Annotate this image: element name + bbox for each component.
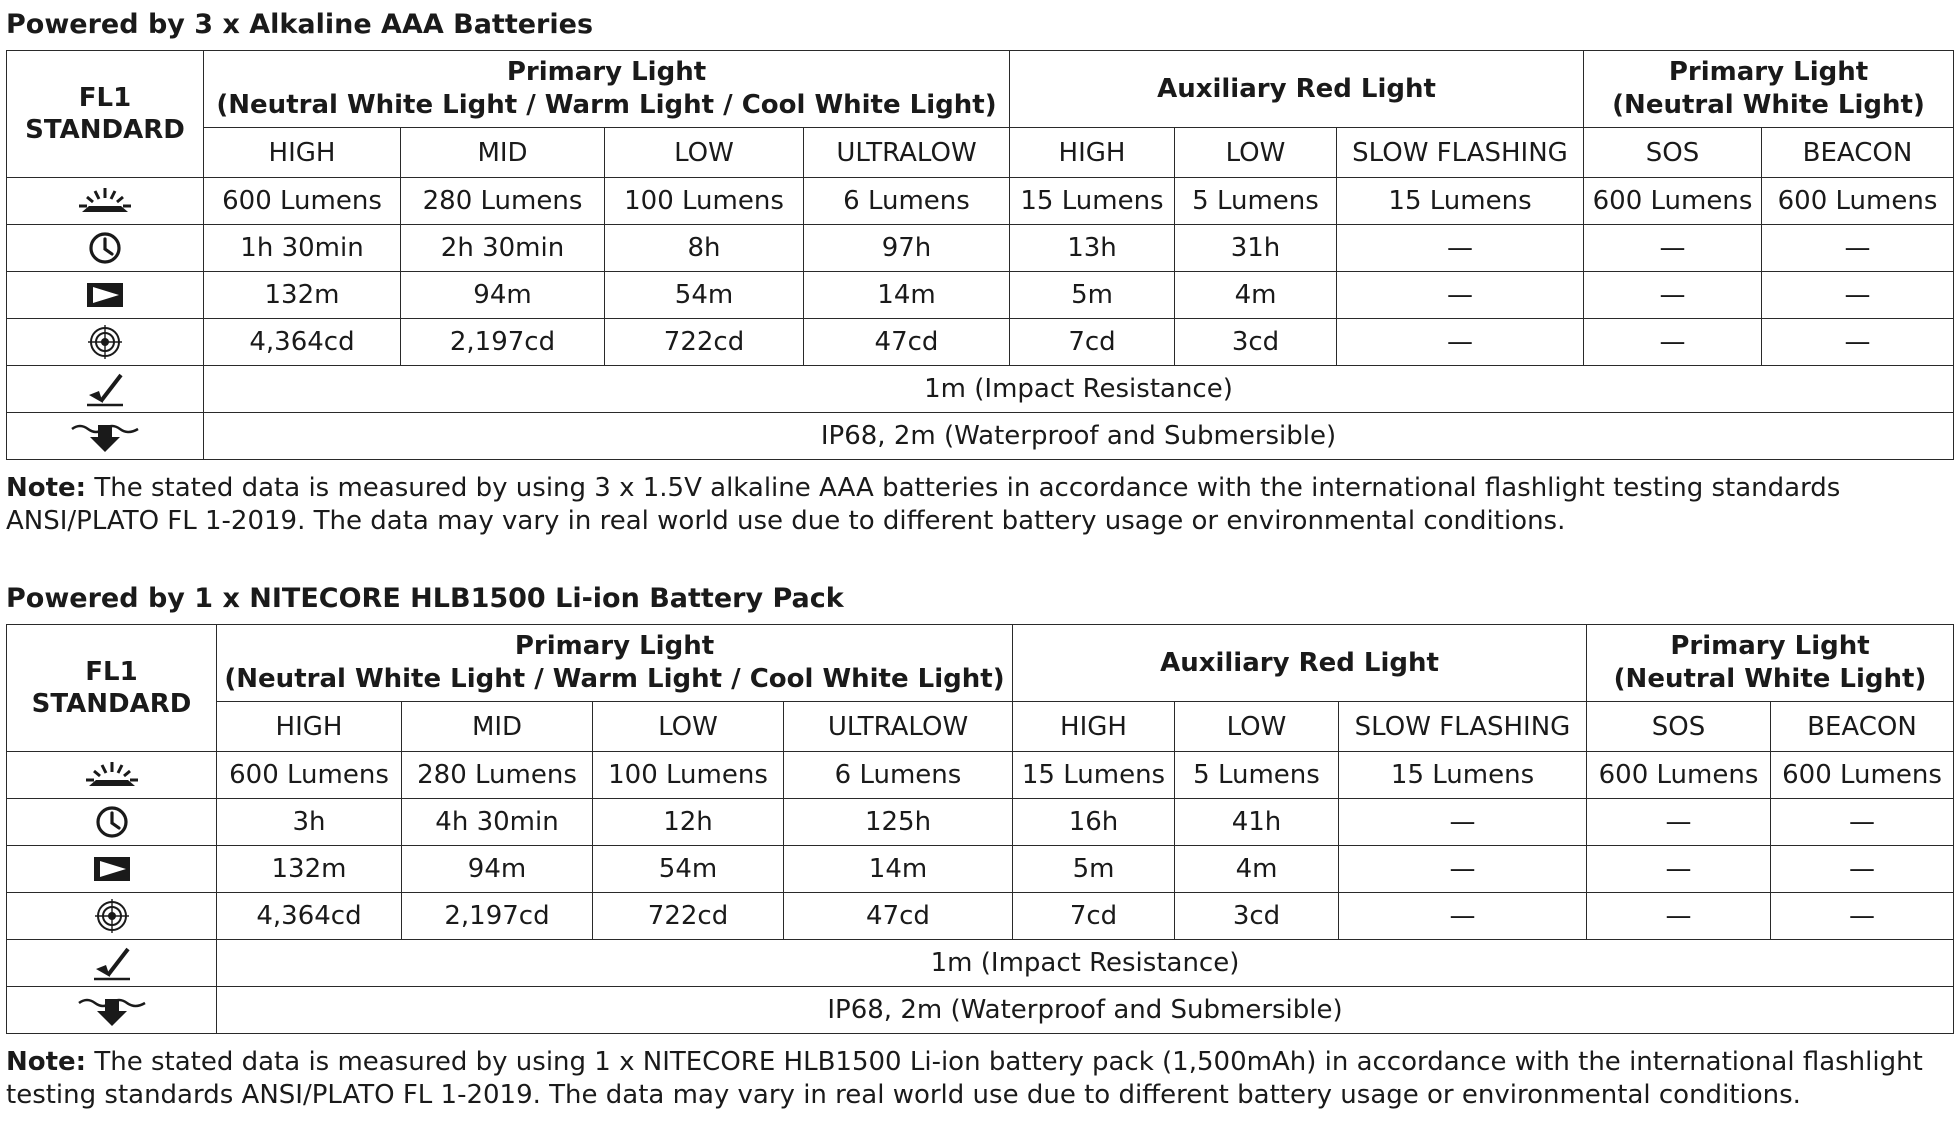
cell-value: 280 Lumens bbox=[402, 752, 593, 799]
cell-value: 4h 30min bbox=[402, 799, 593, 846]
cell-value: 15 Lumens bbox=[1013, 752, 1175, 799]
note-label: Note: bbox=[6, 473, 87, 503]
cell-value: 13h bbox=[1010, 225, 1175, 272]
mode-header: LOW bbox=[605, 128, 804, 178]
waterproof-value: IP68, 2m (Waterproof and Submersible) bbox=[217, 987, 1954, 1034]
standard-header bbox=[7, 51, 204, 178]
cell-value: 100 Lumens bbox=[605, 178, 804, 225]
cell-value: 3cd bbox=[1175, 893, 1339, 940]
mode-header: SLOW FLASHING bbox=[1337, 128, 1584, 178]
group-header-primary-neutral bbox=[1584, 51, 1954, 128]
clock-icon bbox=[94, 804, 130, 840]
group-title: Primary Light bbox=[514, 631, 715, 661]
cell-value: 54m bbox=[593, 846, 784, 893]
cell-value: 16h bbox=[1013, 799, 1175, 846]
cell-value: 132m bbox=[217, 846, 402, 893]
cell-value: 4,364cd bbox=[217, 893, 402, 940]
cell-value: 132m bbox=[204, 272, 401, 319]
mode-header: BEACON bbox=[1762, 128, 1954, 178]
group-title: Primary Light bbox=[506, 57, 707, 87]
standard-header bbox=[7, 625, 217, 752]
group-header-primary-neutral bbox=[1587, 625, 1954, 702]
group-header-auxiliary bbox=[1013, 625, 1587, 702]
cell-value: 5 Lumens bbox=[1175, 178, 1337, 225]
table-row bbox=[7, 413, 1954, 460]
standard-label-line2: STANDARD bbox=[31, 689, 192, 719]
cell-value: — bbox=[1762, 272, 1954, 319]
cell-value: 600 Lumens bbox=[1587, 752, 1771, 799]
table-row bbox=[7, 893, 1954, 940]
cell-value: 14m bbox=[804, 272, 1010, 319]
group-header-primary bbox=[217, 625, 1013, 702]
cell-value: 94m bbox=[402, 846, 593, 893]
cell-value: — bbox=[1587, 893, 1771, 940]
cell-value: 7cd bbox=[1010, 319, 1175, 366]
cell-value: 41h bbox=[1175, 799, 1339, 846]
standard-label-line2: STANDARD bbox=[25, 115, 185, 145]
group-subtitle: (Neutral White Light / Warm Light / Cool White Light) bbox=[216, 90, 997, 120]
cell-value: 3cd bbox=[1175, 319, 1337, 366]
standard-label-line1: FL1 bbox=[85, 657, 138, 687]
group-title: Primary Light bbox=[1670, 631, 1870, 661]
cell-value: 31h bbox=[1175, 225, 1337, 272]
cell-value: 47cd bbox=[784, 893, 1013, 940]
clock-icon bbox=[87, 230, 123, 266]
li-ion-section bbox=[6, 574, 1953, 1112]
cell-value: — bbox=[1337, 225, 1584, 272]
table-row bbox=[7, 846, 1954, 893]
waterproof-value: IP68, 2m (Waterproof and Submersible) bbox=[204, 413, 1954, 460]
table-row bbox=[7, 319, 1954, 366]
cell-value: 5m bbox=[1013, 846, 1175, 893]
note bbox=[6, 472, 1941, 538]
mode-header: ULTRALOW bbox=[804, 128, 1010, 178]
section-title: Powered by 1 x NITECORE HLB1500 Li-ion Battery Pack bbox=[6, 583, 844, 614]
mode-header: LOW bbox=[1175, 702, 1339, 752]
note-label: Note: bbox=[6, 1047, 87, 1077]
impact-value: 1m (Impact Resistance) bbox=[204, 366, 1954, 413]
row-icon-cell bbox=[7, 272, 204, 319]
mode-header: HIGH bbox=[1013, 702, 1175, 752]
cell-value: 600 Lumens bbox=[1762, 178, 1954, 225]
cell-value: 600 Lumens bbox=[217, 752, 402, 799]
brightness-icon bbox=[74, 184, 136, 218]
group-title: Auxiliary Red Light bbox=[1157, 73, 1436, 104]
cell-value: 97h bbox=[804, 225, 1010, 272]
table-row bbox=[7, 752, 1954, 799]
row-icon-cell bbox=[7, 366, 204, 413]
row-icon-cell bbox=[7, 940, 217, 987]
cell-value: 600 Lumens bbox=[204, 178, 401, 225]
cell-value: — bbox=[1762, 319, 1954, 366]
cell-value: — bbox=[1771, 846, 1954, 893]
cell-value: 5m bbox=[1010, 272, 1175, 319]
table-row bbox=[7, 799, 1954, 846]
cell-value: — bbox=[1337, 319, 1584, 366]
mode-header: BEACON bbox=[1771, 702, 1954, 752]
standard-label-line1: FL1 bbox=[78, 83, 132, 113]
cell-value: 15 Lumens bbox=[1337, 178, 1584, 225]
cell-value: — bbox=[1762, 225, 1954, 272]
impact-icon bbox=[92, 945, 132, 981]
spec-table bbox=[6, 50, 1954, 460]
cell-value: — bbox=[1584, 225, 1762, 272]
waterproof-icon bbox=[77, 993, 147, 1027]
cell-value: — bbox=[1337, 272, 1584, 319]
row-icon-cell bbox=[7, 178, 204, 225]
cell-value: — bbox=[1771, 893, 1954, 940]
mode-header: MID bbox=[401, 128, 605, 178]
cell-value: 722cd bbox=[605, 319, 804, 366]
group-subtitle: (Neutral White Light) bbox=[1613, 664, 1927, 694]
cell-value: — bbox=[1339, 799, 1587, 846]
cell-value: 1h 30min bbox=[204, 225, 401, 272]
cell-value: 2h 30min bbox=[401, 225, 605, 272]
table-row bbox=[7, 987, 1954, 1034]
cell-value: 94m bbox=[401, 272, 605, 319]
row-icon-cell bbox=[7, 225, 204, 272]
cell-value: 47cd bbox=[804, 319, 1010, 366]
cell-value: — bbox=[1771, 799, 1954, 846]
cell-value: — bbox=[1584, 319, 1762, 366]
row-icon-cell bbox=[7, 799, 217, 846]
cell-value: — bbox=[1584, 272, 1762, 319]
mode-header: SOS bbox=[1584, 128, 1762, 178]
mode-header: LOW bbox=[593, 702, 784, 752]
cell-value: 600 Lumens bbox=[1771, 752, 1954, 799]
mode-header: HIGH bbox=[1010, 128, 1175, 178]
cell-value: 14m bbox=[784, 846, 1013, 893]
mode-header: LOW bbox=[1175, 128, 1337, 178]
beam-distance-icon bbox=[92, 855, 132, 883]
table-row bbox=[7, 940, 1954, 987]
table-row bbox=[7, 366, 1954, 413]
mode-header: HIGH bbox=[217, 702, 402, 752]
cell-value: 2,197cd bbox=[401, 319, 605, 366]
cell-value: — bbox=[1339, 846, 1587, 893]
spec-table bbox=[6, 624, 1954, 1034]
cell-value: 12h bbox=[593, 799, 784, 846]
group-title: Primary Light bbox=[1668, 57, 1869, 87]
brightness-icon bbox=[81, 758, 143, 792]
cell-value: — bbox=[1587, 846, 1771, 893]
cell-value: 6 Lumens bbox=[784, 752, 1013, 799]
table-row bbox=[7, 272, 1954, 319]
note bbox=[6, 1046, 1941, 1112]
cell-value: 4,364cd bbox=[204, 319, 401, 366]
section-title: Powered by 3 x Alkaline AAA Batteries bbox=[6, 9, 594, 40]
cell-value: 280 Lumens bbox=[401, 178, 605, 225]
intensity-icon bbox=[87, 324, 123, 360]
cell-value: 4m bbox=[1175, 846, 1339, 893]
group-subtitle: (Neutral White Light / Warm Light / Cool White Light) bbox=[224, 664, 1005, 694]
cell-value: 600 Lumens bbox=[1584, 178, 1762, 225]
waterproof-icon bbox=[70, 419, 140, 453]
row-icon-cell bbox=[7, 319, 204, 366]
mode-header: SOS bbox=[1587, 702, 1771, 752]
group-subtitle: (Neutral White Light) bbox=[1612, 90, 1925, 120]
cell-value: 6 Lumens bbox=[804, 178, 1010, 225]
cell-value: 100 Lumens bbox=[593, 752, 784, 799]
row-icon-cell bbox=[7, 846, 217, 893]
cell-value: 5 Lumens bbox=[1175, 752, 1339, 799]
cell-value: 54m bbox=[605, 272, 804, 319]
table-row bbox=[7, 178, 1954, 225]
row-icon-cell bbox=[7, 893, 217, 940]
cell-value: — bbox=[1339, 893, 1587, 940]
row-icon-cell bbox=[7, 413, 204, 460]
cell-value: 722cd bbox=[593, 893, 784, 940]
row-icon-cell bbox=[7, 987, 217, 1034]
cell-value: 3h bbox=[217, 799, 402, 846]
note-text: The stated data is measured by using 1 x NITECORE HLB1500 Li-ion battery pack (1,500mAh) in accordance with the international flashlight testing standards ANSI/PLATO FL 1-2019. The data may vary in real world use due to different battery usage or environmental conditions. bbox=[6, 1047, 1923, 1110]
cell-value: 7cd bbox=[1013, 893, 1175, 940]
mode-header: SLOW FLASHING bbox=[1339, 702, 1587, 752]
group-header-auxiliary bbox=[1010, 51, 1584, 128]
cell-value: 2,197cd bbox=[402, 893, 593, 940]
cell-value: 15 Lumens bbox=[1010, 178, 1175, 225]
impact-value: 1m (Impact Resistance) bbox=[217, 940, 1954, 987]
group-title: Auxiliary Red Light bbox=[1160, 647, 1439, 678]
cell-value: — bbox=[1587, 799, 1771, 846]
mode-header: HIGH bbox=[204, 128, 401, 178]
mode-header: MID bbox=[402, 702, 593, 752]
note-text: The stated data is measured by using 3 x 1.5V alkaline AAA batteries in accordance with the international flashlight testing standards ANSI/PLATO FL 1-2019. The data may vary in real world use due to different battery usage or environmental conditions. bbox=[6, 473, 1841, 536]
beam-distance-icon bbox=[85, 281, 125, 309]
table-row bbox=[7, 225, 1954, 272]
cell-value: 4m bbox=[1175, 272, 1337, 319]
cell-value: 125h bbox=[784, 799, 1013, 846]
mode-header: ULTRALOW bbox=[784, 702, 1013, 752]
impact-icon bbox=[85, 371, 125, 407]
group-header-primary bbox=[204, 51, 1010, 128]
cell-value: 15 Lumens bbox=[1339, 752, 1587, 799]
intensity-icon bbox=[94, 898, 130, 934]
row-icon-cell bbox=[7, 752, 217, 799]
alkaline-section bbox=[6, 0, 1953, 538]
cell-value: 8h bbox=[605, 225, 804, 272]
